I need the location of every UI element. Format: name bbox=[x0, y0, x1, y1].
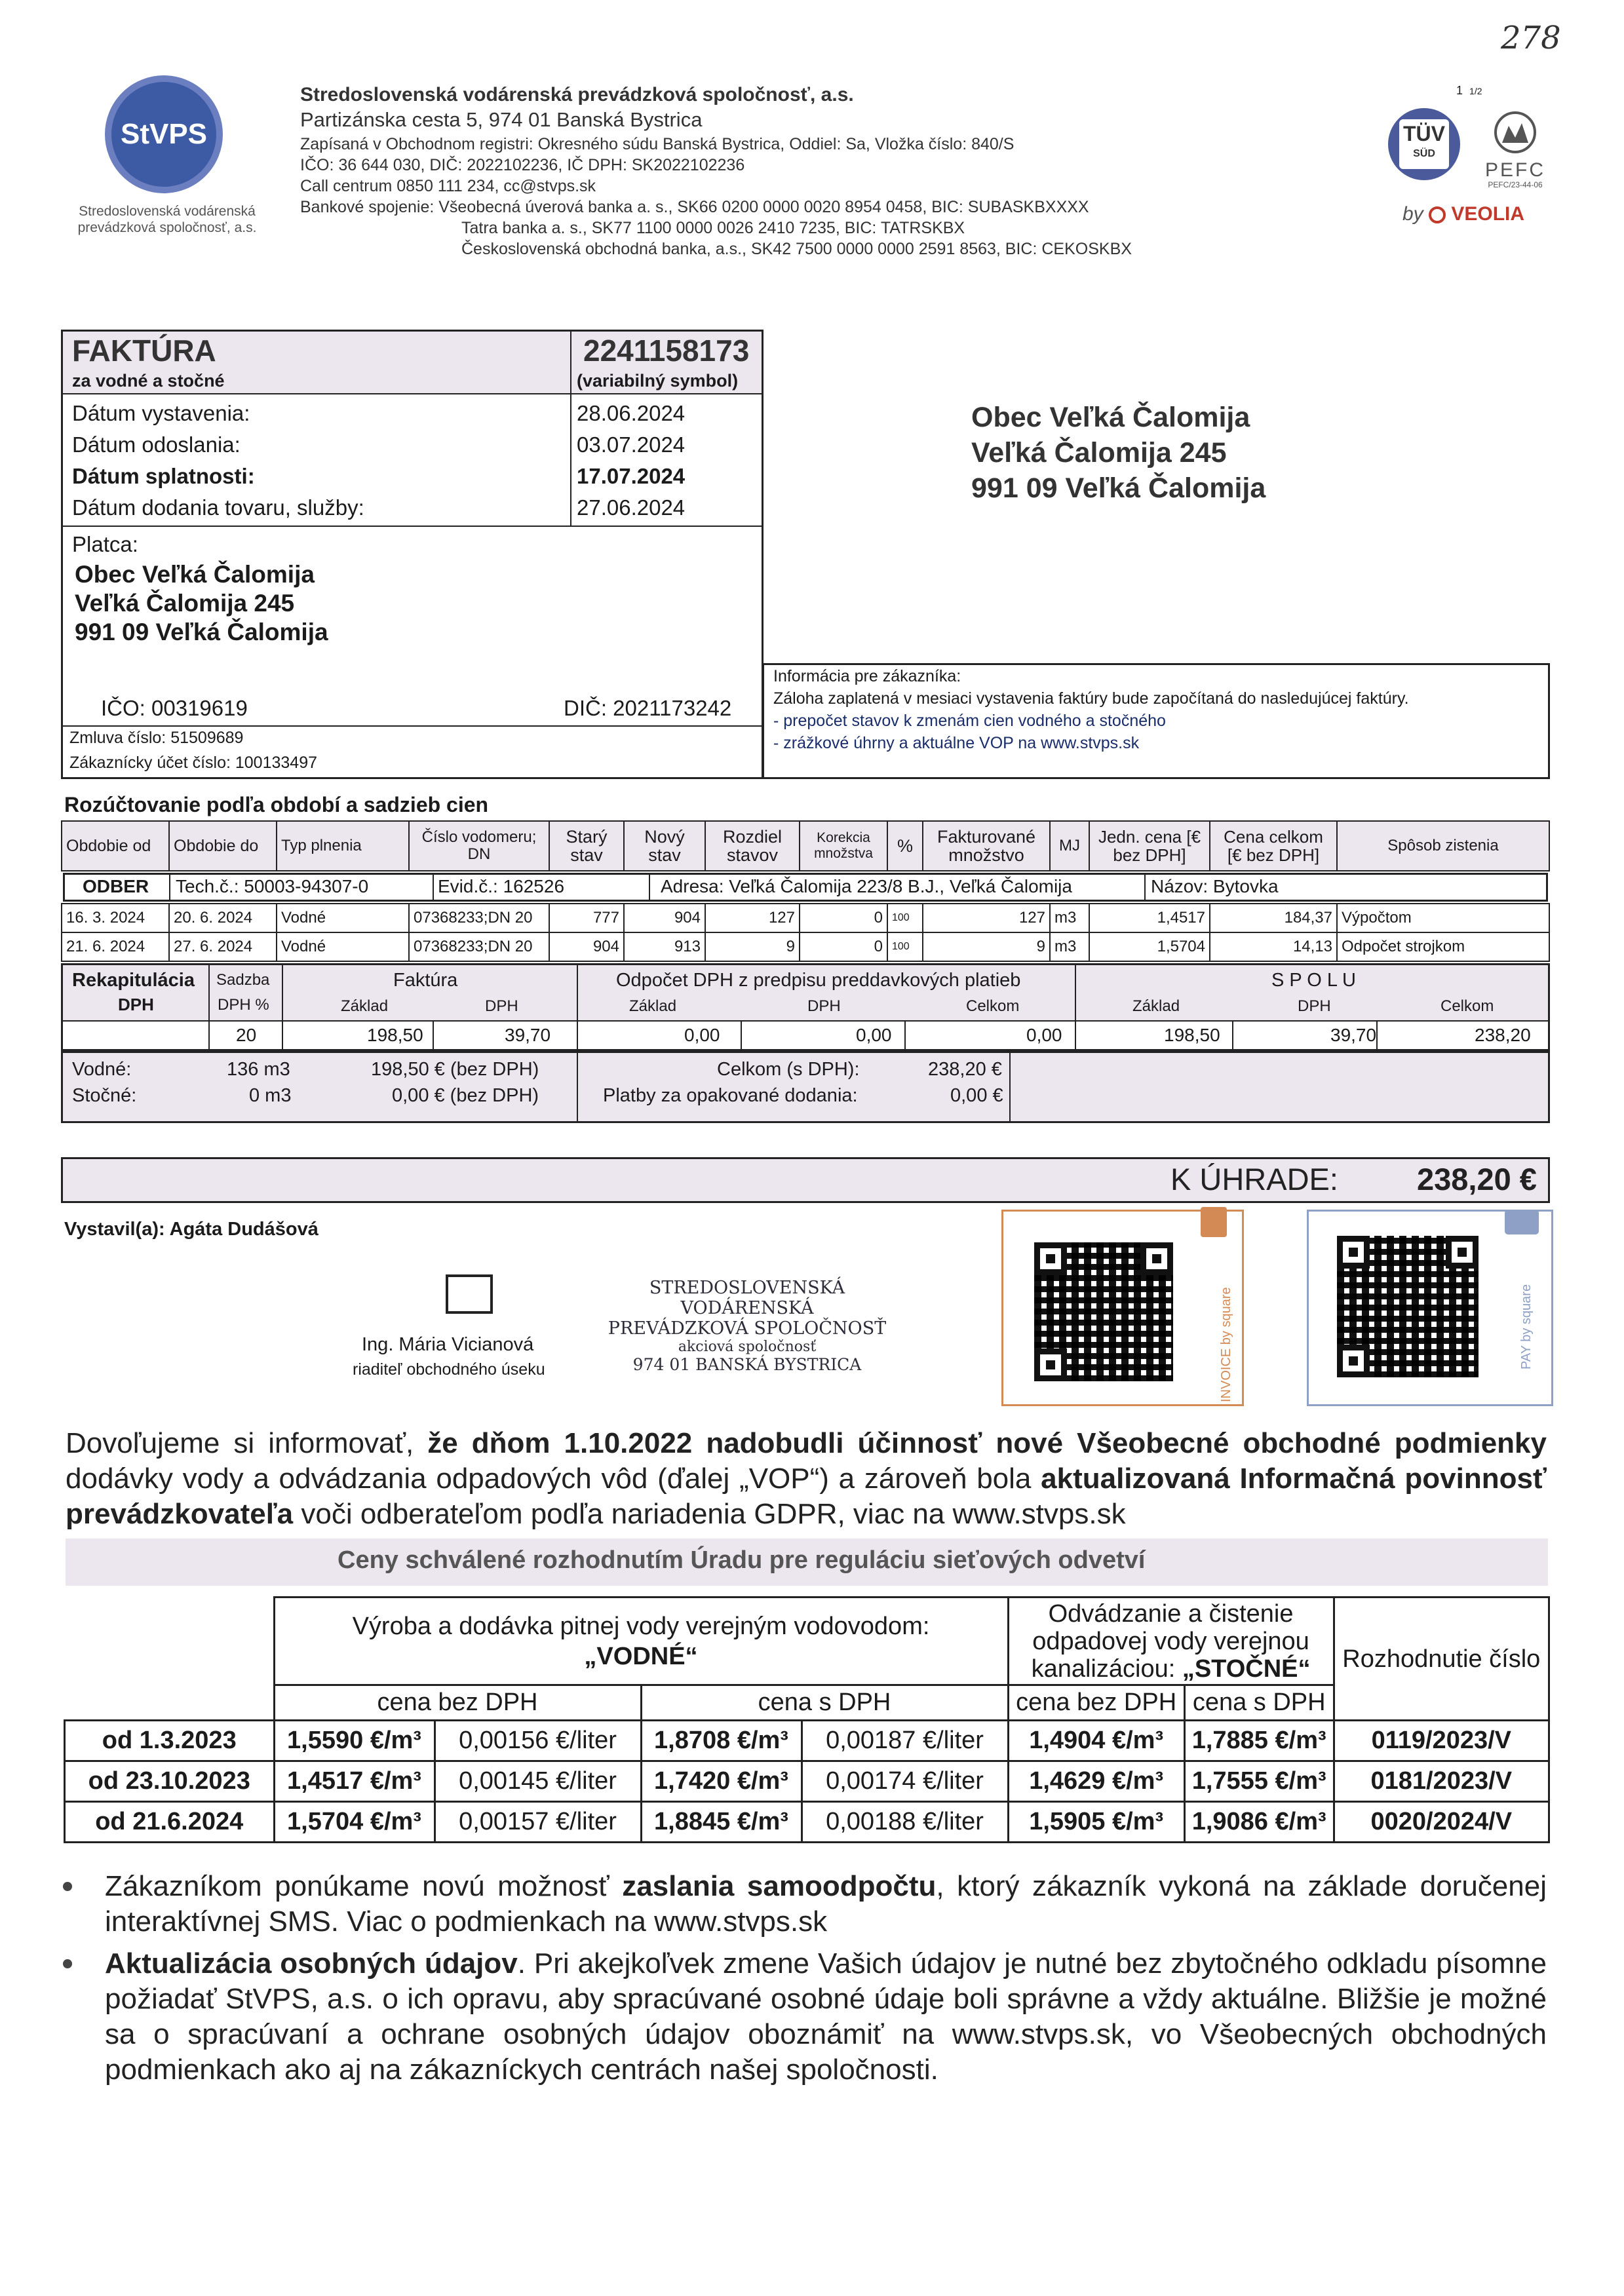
signature-mark-icon bbox=[446, 1274, 493, 1314]
pefc-cert-icon: PEFC PEFC/23-44-06 bbox=[1482, 111, 1548, 189]
cell: 1,8708 €/m³ bbox=[641, 1721, 802, 1761]
cell: 1,4629 €/m³ bbox=[1008, 1761, 1184, 1802]
col-mj: MJ bbox=[1050, 821, 1089, 871]
table-row bbox=[62, 904, 1549, 932]
cell: 1,8845 €/m³ bbox=[641, 1802, 802, 1843]
cell: 777 bbox=[549, 904, 624, 932]
invoice-icon bbox=[1201, 1207, 1227, 1237]
page-number: 1 1/2 bbox=[1456, 84, 1482, 97]
date-delivery-value: 27.06.2024 bbox=[577, 495, 686, 520]
recap-s-celkom: 238,20 bbox=[1475, 1025, 1531, 1045]
recap-s-dph-label: DPH bbox=[1298, 997, 1331, 1015]
stocne-header: Odvádzanie a čistenie odpadovej vody verejnou kanalizáciou: „STOČNÉ“ bbox=[1008, 1598, 1334, 1685]
to-pay-label: K ÚHRADE: bbox=[1170, 1162, 1338, 1196]
recap-s-celkom-label: Celkom bbox=[1440, 997, 1494, 1015]
recap-o-dph: 0,00 bbox=[856, 1025, 892, 1045]
recap-o-dph-label: DPH bbox=[807, 997, 841, 1015]
customer-account: Zákaznícky účet číslo: 100133497 bbox=[69, 754, 318, 772]
repeat-value: 0,00 € bbox=[950, 1085, 1003, 1106]
recap-label: Rekapitulácia bbox=[72, 970, 195, 991]
company-name: Stredoslovenská vodárenská prevádzková spoločnosť, a.s. bbox=[300, 84, 854, 105]
cell: 0,00174 €/liter bbox=[802, 1761, 1008, 1802]
payer-city: 991 09 Veľká Čalomija bbox=[75, 619, 328, 645]
company-logo bbox=[105, 75, 223, 193]
recap-f-dph: 39,70 bbox=[505, 1025, 551, 1045]
signatory-name: Ing. Mária Vicianová bbox=[362, 1334, 534, 1355]
cell: 127 bbox=[923, 904, 1050, 932]
col-rozdiel: Rozdiel stavov bbox=[705, 821, 800, 871]
cell: Výpočtom bbox=[1337, 904, 1549, 932]
company-header bbox=[300, 84, 1132, 259]
prices-title: Ceny schválené rozhodnutím Úradu pre reguláciu sieťových odvetví bbox=[338, 1546, 1146, 1574]
date-due-value: 17.07.2024 bbox=[577, 464, 686, 488]
signatory-role: riaditeľ obchodného úseku bbox=[353, 1360, 545, 1379]
cell: 1,5590 €/m³ bbox=[274, 1721, 435, 1761]
date-issued-value: 28.06.2024 bbox=[577, 401, 686, 425]
cell: 16. 3. 2024 bbox=[62, 904, 169, 932]
recap-spolu: S P O L U bbox=[1271, 970, 1356, 991]
card-icon bbox=[1505, 1210, 1539, 1234]
company-address: Partizánska cesta 5, 974 01 Banská Bystrica bbox=[300, 108, 703, 131]
cell: 27. 6. 2024 bbox=[169, 932, 277, 961]
billing-title: Rozúčtovanie podľa období a sadzieb cien bbox=[64, 793, 489, 816]
invoice-subtitle: za vodné a stočné bbox=[72, 371, 225, 391]
vodne-bez-dph: cena bez DPH bbox=[274, 1685, 641, 1721]
date-issued-label: Dátum vystavenia: bbox=[72, 401, 250, 425]
decision-header: Rozhodnutie číslo bbox=[1334, 1598, 1549, 1721]
col-obdobie-do: Obdobie do bbox=[169, 821, 277, 871]
billing-table bbox=[61, 820, 1550, 871]
cell: 9 bbox=[705, 932, 800, 961]
stocne-label: Stočné: bbox=[72, 1085, 137, 1106]
payer-name: Obec Veľká Čalomija bbox=[75, 561, 315, 588]
date-delivery-label: Dátum dodania tovaru, služby: bbox=[72, 495, 364, 520]
odber-tech: Tech.č.: 50003-94307-0 bbox=[176, 876, 369, 896]
company-registry: Zapísaná v Obchodnom registri: Okresného súdu Banská Bystrica, Oddiel: Sa, Vložka číslo: 840/S bbox=[300, 135, 1015, 153]
cell: 0,00157 €/liter bbox=[435, 1802, 641, 1843]
company-stamp: STREDOSLOVENSKÁ VODÁRENSKÁ PREVÁDZKOVÁ SPOLOČNOSŤ akciová spoločnosť 974 01 BANSKÁ BYSTRICA bbox=[608, 1278, 887, 1374]
cell: m3 bbox=[1050, 904, 1089, 932]
info-line-2: - prepočet stavov k zmenám cien vodného a stočného bbox=[773, 712, 1166, 730]
cell: od 21.6.2024 bbox=[65, 1802, 275, 1843]
recap-o-celkom: 0,00 bbox=[1026, 1025, 1062, 1045]
cell: 127 bbox=[705, 904, 800, 932]
vodne-header: Výroba a dodávka pitnej vody verejným vodovodom: „VODNÉ“ bbox=[274, 1598, 1008, 1685]
cell: 1,5905 €/m³ bbox=[1008, 1802, 1184, 1843]
table-row bbox=[65, 1802, 1549, 1843]
invoice-number: 2241158173 bbox=[583, 334, 750, 368]
cell: 0 bbox=[800, 904, 887, 932]
recap-f-zaklad: 198,50 bbox=[367, 1025, 423, 1045]
recap-o-zaklad: 0,00 bbox=[684, 1025, 720, 1045]
col-cena-celkom: Cena celkom [€ bez DPH] bbox=[1210, 821, 1337, 871]
col-fakturovane: Fakturované množstvo bbox=[923, 821, 1050, 871]
payer-street: Veľká Čalomija 245 bbox=[75, 590, 295, 617]
stvps-logo-icon: StVPS bbox=[105, 75, 223, 193]
vodne-amount: 198,50 € (bez DPH) bbox=[371, 1059, 539, 1080]
info-title: Informácia pre zákazníka: bbox=[773, 667, 961, 685]
col-jedn-cena: Jedn. cena [€ bez DPH] bbox=[1089, 821, 1210, 871]
recap-label-dph: DPH bbox=[118, 995, 154, 1014]
recap-s-dph: 39,70 bbox=[1330, 1025, 1377, 1045]
notice-paragraph: Dovoľujeme si informovať, že dňom 1.10.2022 nadobudli účinnosť nové Všeobecné obchodné podmienky dodávky vody a odvádzania odpadových vôd (ďalej „VOP“) a zároveň bola aktualizovaná Informačná povinnosť prevádzkovateľa voči odberateľom podľa nariadenia GDPR, viac na www.stvps.sk bbox=[66, 1427, 1547, 1530]
cell: 0,00187 €/liter bbox=[802, 1721, 1008, 1761]
billing-rows bbox=[61, 903, 1550, 962]
bullet-icon bbox=[63, 1959, 72, 1968]
cell: 0,00188 €/liter bbox=[802, 1802, 1008, 1843]
cell: 1,4904 €/m³ bbox=[1008, 1721, 1184, 1761]
cell: 1,5704 bbox=[1089, 932, 1210, 961]
stocne-amount: 0,00 € (bez DPH) bbox=[392, 1085, 539, 1106]
cell: 1,7885 €/m³ bbox=[1184, 1721, 1334, 1761]
cell: 0181/2023/V bbox=[1334, 1761, 1549, 1802]
vodne-qty: 136 m3 bbox=[227, 1059, 290, 1080]
cell: 1,7420 €/m³ bbox=[641, 1761, 802, 1802]
cell: 100 bbox=[887, 932, 923, 961]
col-typ-plnenia: Typ plnenia bbox=[277, 821, 409, 871]
odber-label: ODBER bbox=[83, 876, 149, 896]
company-ids: IČO: 36 644 030, DIČ: 2022102236, IČ DPH: SK2022102236 bbox=[300, 156, 745, 174]
veolia-brand: by VEOLIA bbox=[1402, 203, 1525, 225]
cell: 07368233;DN 20 bbox=[409, 904, 549, 932]
cell: Vodné bbox=[277, 932, 409, 961]
cell: 14,13 bbox=[1210, 932, 1337, 961]
cell: od 1.3.2023 bbox=[65, 1721, 275, 1761]
cell: od 23.10.2023 bbox=[65, 1761, 275, 1802]
recap-f-zaklad-label: Základ bbox=[341, 997, 389, 1015]
odber-evid: Evid.č.: 162526 bbox=[438, 876, 565, 896]
cell: 100 bbox=[887, 904, 923, 932]
vodne-s-dph: cena s DPH bbox=[641, 1685, 1008, 1721]
col-korekcia: Korekcia množstva bbox=[800, 821, 887, 871]
cell: 0 bbox=[800, 932, 887, 961]
stocne-qty: 0 m3 bbox=[249, 1085, 292, 1106]
cell: 0,00145 €/liter bbox=[435, 1761, 641, 1802]
cell: 1,4517 bbox=[1089, 904, 1210, 932]
logo-caption: Stredoslovenská vodárenská prevádzková spoločnosť, a.s. bbox=[77, 204, 257, 235]
table-row bbox=[65, 1761, 1549, 1802]
cell: 0119/2023/V bbox=[1334, 1721, 1549, 1761]
cell: 913 bbox=[624, 932, 705, 961]
cell: 904 bbox=[549, 932, 624, 961]
recap-o-celkom-label: Celkom bbox=[966, 997, 1020, 1015]
info-line-1: Záloha zaplatená v mesiaci vystavenia faktúry bude započítaná do nasledujúcej faktúry. bbox=[773, 689, 1409, 708]
cell: Odpočet strojkom bbox=[1337, 932, 1549, 961]
total-value: 238,20 € bbox=[928, 1059, 1002, 1080]
col-novy-stav: Nový stav bbox=[624, 821, 705, 871]
recap-o-zaklad-label: Základ bbox=[629, 997, 677, 1015]
cell: 1,4517 €/m³ bbox=[274, 1761, 435, 1802]
repeat-label: Platby za opakované dodania: bbox=[603, 1085, 858, 1106]
recap-rate: 20 bbox=[236, 1025, 257, 1045]
cell: 904 bbox=[624, 904, 705, 932]
col-cislo-vodomeru: Číslo vodomeru; DN bbox=[409, 821, 549, 871]
recap-sadzba-pct: DPH % bbox=[218, 996, 269, 1014]
cell: 9 bbox=[923, 932, 1050, 961]
cell: 1,9086 €/m³ bbox=[1184, 1802, 1334, 1843]
to-pay-value: 238,20 € bbox=[1417, 1162, 1537, 1196]
cell: 184,37 bbox=[1210, 904, 1337, 932]
recap-f-dph-label: DPH bbox=[485, 997, 518, 1015]
company-call-center: Call centrum 0850 111 234, cc@stvps.sk bbox=[300, 177, 596, 195]
contract-number: Zmluva číslo: 51509689 bbox=[69, 729, 244, 747]
recap-sadzba: Sadzba bbox=[216, 971, 270, 989]
col-stary-stav: Starý stav bbox=[549, 821, 624, 871]
recap-s-zaklad: 198,50 bbox=[1164, 1025, 1220, 1045]
recap-faktura: Faktúra bbox=[393, 970, 458, 991]
table-row bbox=[62, 932, 1549, 961]
col-percent: % bbox=[887, 821, 923, 871]
pay-qr-caption: PAY by square bbox=[1519, 1284, 1534, 1369]
cell: 20. 6. 2024 bbox=[169, 904, 277, 932]
info-line-3: - zrážkové úhrny a aktuálne VOP na www.stvps.sk bbox=[773, 734, 1140, 752]
issuer: Vystavil(a): Agáta Dudášová bbox=[64, 1219, 319, 1240]
company-bank-2: Tatra banka a. s., SK77 1100 0000 0026 2410 7235, BIC: TATRSKBX bbox=[461, 219, 965, 237]
bullet-icon bbox=[63, 1882, 72, 1891]
payer-label: Platca: bbox=[72, 532, 138, 556]
invoice-qr-caption: INVOICE by square bbox=[1219, 1287, 1233, 1402]
cell: 1,7555 €/m³ bbox=[1184, 1761, 1334, 1802]
page-annotation: 278 bbox=[1501, 20, 1561, 56]
vodne-label: Vodné: bbox=[72, 1059, 132, 1080]
table-row bbox=[65, 1721, 1549, 1761]
company-bank-1: Bankové spojenie: Všeobecná úverová banka a. s., SK66 0200 0000 0020 8954 0458, BIC: SUBASKBXXXX bbox=[300, 198, 1089, 216]
cell: 21. 6. 2024 bbox=[62, 932, 169, 961]
stocne-bez-dph: cena bez DPH bbox=[1008, 1685, 1184, 1721]
date-due-label: Dátum splatnosti: bbox=[72, 464, 255, 488]
cell: 1,5704 €/m³ bbox=[274, 1802, 435, 1843]
tuv-cert-icon: TÜV SÜD bbox=[1388, 108, 1460, 180]
cell: 0020/2024/V bbox=[1334, 1802, 1549, 1843]
cell: 07368233;DN 20 bbox=[409, 932, 549, 961]
invoice-title: FAKTÚRA bbox=[72, 334, 216, 368]
cell: 0,00156 €/liter bbox=[435, 1721, 641, 1761]
payer-dic: DIČ: 2021173242 bbox=[564, 696, 732, 720]
recap-odpocet: Odpočet DPH z predpisu preddavkových platieb bbox=[616, 970, 1021, 991]
stocne-s-dph: cena s DPH bbox=[1184, 1685, 1334, 1721]
prices-table bbox=[64, 1596, 1550, 1843]
invoice-number-note: (variabilný symbol) bbox=[577, 371, 739, 391]
list-item: Zákazníkom ponúkame novú možnosť zaslania samoodpočtu, ktorý zákazník vykoná na základe doručenej interaktívnej SMS. Viac o podmienkach na www.stvps.sk bbox=[63, 1869, 1547, 1940]
odber-nazov: Názov: Bytovka bbox=[1151, 876, 1279, 896]
col-sposob-zistenia: Spôsob zistenia bbox=[1337, 821, 1549, 871]
cell: Vodné bbox=[277, 904, 409, 932]
veolia-logo-icon bbox=[1429, 206, 1446, 223]
cell: m3 bbox=[1050, 932, 1089, 961]
total-label: Celkom (s DPH): bbox=[717, 1059, 860, 1080]
date-sent-label: Dátum odoslania: bbox=[72, 432, 241, 457]
bullet-list bbox=[63, 1869, 1547, 2088]
date-sent-value: 03.07.2024 bbox=[577, 432, 686, 457]
payer-ico: IČO: 00319619 bbox=[101, 696, 248, 720]
list-item: Aktualizácia osobných údajov. Pri akejkoľvek zmene Vašich údajov je nutné bez zbytočného odkladu písomne požiadať StVPS, a.s. o ich opravu, aby spracúvané osobné údaje boli správne a vždy aktuálne. Bližšie je možné sa o spracúvaní a ochrane osobných údajov oboznámiť na www.stvps.sk, vo Všeobecných obchodných podmienkach ako aj na zákazníckych centrách našej spoločnosti. bbox=[63, 1946, 1547, 2088]
odber-adresa: Adresa: Veľká Čalomija 223/8 B.J., Veľká Čalomija bbox=[661, 876, 1072, 896]
recipient-address: Obec Veľká Čalomija Veľká Čalomija 245 991 09 Veľká Čalomija bbox=[971, 402, 1266, 504]
company-bank-3: Československá obchodná banka, a.s., SK42 7500 0000 0000 2591 8563, BIC: CEKOSKBX bbox=[461, 240, 1132, 258]
recap-s-zaklad-label: Základ bbox=[1132, 997, 1180, 1015]
col-obdobie-od: Obdobie od bbox=[62, 821, 169, 871]
